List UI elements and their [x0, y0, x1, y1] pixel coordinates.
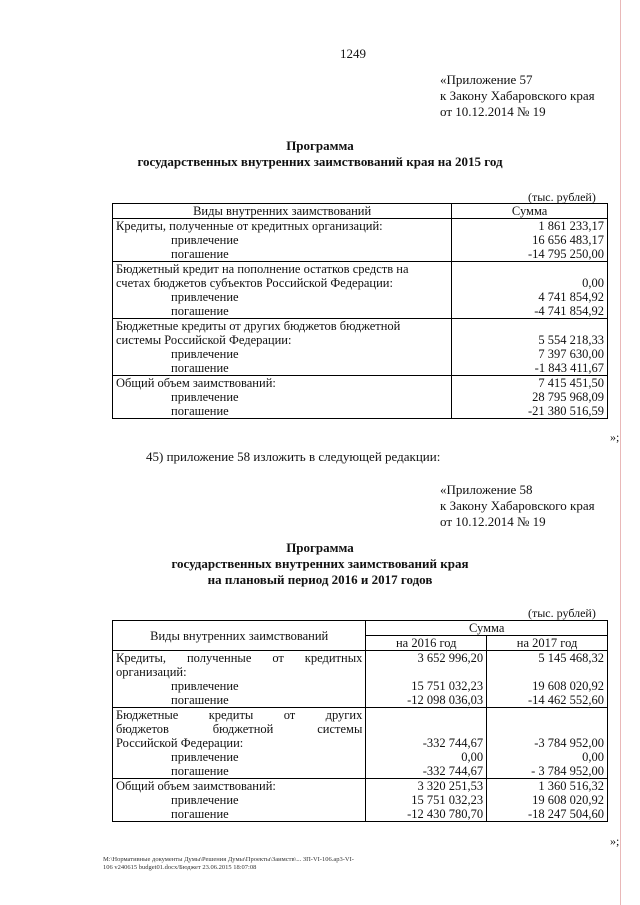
row-label: привлечение [113, 750, 366, 764]
program-2-title-line-2: государственных внутренних заимствований края [171, 556, 469, 571]
row-value: 0,00 [452, 276, 608, 290]
row-label: привлечение [113, 290, 452, 304]
row-value-2017: -18 247 504,60 [487, 807, 608, 822]
table-row [113, 651, 608, 666]
table-row [113, 219, 608, 234]
table-row [113, 779, 608, 794]
row-value-2017: - 3 784 952,00 [487, 764, 608, 779]
row-value: -1 843 411,67 [452, 361, 608, 376]
program-1-table-body [113, 204, 608, 419]
program-2-header-2017: на 2017 год [487, 636, 608, 651]
row-label: погашение [113, 361, 452, 376]
row-label: Российской Федерации: [113, 736, 366, 750]
program-2-title-line-3: на плановый период 2016 и 2017 годов [207, 572, 433, 587]
row-value-2017: 5 145 468,32 [487, 651, 608, 666]
program-2-table [112, 620, 608, 822]
table-row [113, 233, 608, 247]
program-1-closing: »; [610, 430, 620, 444]
program-2-header-2016: на 2016 год [366, 636, 487, 651]
row-value-2016: 3 652 996,20 [366, 651, 487, 666]
row-value-2017 [487, 665, 608, 679]
row-value-2016 [366, 665, 487, 679]
program-1-table [112, 203, 608, 419]
row-label: бюджетов бюджетной системы [113, 722, 366, 736]
row-label: привлечение [113, 233, 452, 247]
row-label: Общий объем заимствований: [113, 779, 366, 794]
program-2-unit: (тыс. рублей) [528, 606, 596, 620]
row-value-2016: -12 430 780,70 [366, 807, 487, 822]
row-value-2016: -12 098 036,03 [366, 693, 487, 708]
appendix-58-line-3: от 10.12.2014 № 19 [440, 514, 546, 529]
table-row [113, 807, 608, 822]
table-row [113, 665, 608, 679]
row-value-2016: 0,00 [366, 750, 487, 764]
program-1-title [0, 138, 640, 170]
row-value: 5 554 218,33 [452, 333, 608, 347]
row-value-2016 [366, 708, 487, 723]
row-value: 16 656 483,17 [452, 233, 608, 247]
row-value: 28 795 968,09 [452, 390, 608, 404]
row-label: привлечение [113, 793, 366, 807]
program-2-table-body [113, 651, 608, 822]
row-label: привлечение [113, 679, 366, 693]
row-label: погашение [113, 764, 366, 779]
program-2-title-line-1: Программа [286, 540, 354, 555]
file-path-footer [103, 856, 623, 872]
table-row [113, 404, 608, 419]
appendix-57-line-2: к Закону Хабаровского края [440, 88, 595, 103]
row-label: Общий объем заимствований: [113, 376, 452, 391]
appendix-58-header [440, 482, 595, 530]
program-2-closing: »; [610, 834, 620, 848]
table-row [113, 319, 608, 334]
row-label: Кредиты, полученные от кредитных организаций: [113, 219, 452, 234]
row-label: привлечение [113, 347, 452, 361]
program-1-title-line-2: государственных внутренних заимствований края на 2015 год [137, 154, 503, 169]
table-row [113, 262, 608, 277]
program-1-title-line-1: Программа [286, 138, 354, 153]
appendix-58-line-1: «Приложение 58 [440, 482, 533, 497]
row-label: Кредиты, полученные от кредитных [113, 651, 366, 666]
table-row [113, 361, 608, 376]
table-row [113, 276, 608, 290]
program-2-header-kind: Виды внутренних заимствований [113, 621, 366, 651]
row-label: погашение [113, 807, 366, 822]
row-value-2017: 19 608 020,92 [487, 793, 608, 807]
program-1-header-sum: Сумма [452, 204, 608, 219]
row-value-2017 [487, 722, 608, 736]
appendix-57-header [440, 72, 595, 120]
table-row [113, 750, 608, 764]
table-row [113, 736, 608, 750]
row-value-2016: -332 744,67 [366, 764, 487, 779]
program-1-unit: (тыс. рублей) [528, 190, 596, 204]
program-1-header-row [113, 204, 608, 219]
row-value-2016: 3 320 251,53 [366, 779, 487, 794]
row-label: организаций: [113, 665, 366, 679]
table-row [113, 347, 608, 361]
row-value-2016 [366, 722, 487, 736]
appendix-57-line-1: «Приложение 57 [440, 72, 533, 87]
row-value-2017: -14 462 552,60 [487, 693, 608, 708]
row-label: погашение [113, 247, 452, 262]
row-label: счетах бюджетов субъектов Российской Федерации: [113, 276, 452, 290]
table-row [113, 304, 608, 319]
table-row [113, 764, 608, 779]
footer-line-2: 106 v240615 budget01.docx/Бюджет 23.06.2015 18:07:08 [103, 864, 257, 871]
row-value-2016: 15 751 032,23 [366, 679, 487, 693]
table-row [113, 708, 608, 723]
row-value [452, 319, 608, 334]
row-label: привлечение [113, 390, 452, 404]
row-value-2017: 0,00 [487, 750, 608, 764]
table-row [113, 247, 608, 262]
table-row [113, 793, 608, 807]
footer-line-1: M:\Нормативные документы Думы\Решения Думы\Проекты\Заимств\... ЗП-VI-106.ap3-VI- [103, 856, 354, 863]
row-label: погашение [113, 693, 366, 708]
program-2-title [0, 540, 640, 588]
row-label: Бюджетный кредит на пополнение остатков средств на [113, 262, 452, 277]
program-1-header-kind: Виды внутренних заимствований [113, 204, 452, 219]
item-45-text: 45) приложение 58 изложить в следующей редакции: [146, 449, 441, 464]
row-label: погашение [113, 304, 452, 319]
row-value [452, 262, 608, 277]
row-value: -4 741 854,92 [452, 304, 608, 319]
margin-line [620, 0, 621, 905]
row-value: -21 380 516,59 [452, 404, 608, 419]
row-value-2017: -3 784 952,00 [487, 736, 608, 750]
row-value: -14 795 250,00 [452, 247, 608, 262]
table-row [113, 693, 608, 708]
table-row [113, 333, 608, 347]
row-value: 4 741 854,92 [452, 290, 608, 304]
page-number: 1249 [340, 46, 366, 61]
table-row [113, 376, 608, 391]
program-2-header-sum: Сумма [366, 621, 608, 636]
row-value-2017: 19 608 020,92 [487, 679, 608, 693]
row-label: погашение [113, 404, 452, 419]
appendix-58-line-2: к Закону Хабаровского края [440, 498, 595, 513]
table-row [113, 722, 608, 736]
row-label: Бюджетные кредиты от других [113, 708, 366, 723]
row-value-2016: 15 751 032,23 [366, 793, 487, 807]
row-value: 7 415 451,50 [452, 376, 608, 391]
row-value: 1 861 233,17 [452, 219, 608, 234]
row-value-2017 [487, 708, 608, 723]
row-label: Бюджетные кредиты от других бюджетов бюджетной [113, 319, 452, 334]
table-row [113, 390, 608, 404]
row-value-2016: -332 744,67 [366, 736, 487, 750]
table-row [113, 679, 608, 693]
appendix-57-line-3: от 10.12.2014 № 19 [440, 104, 546, 119]
row-value-2017: 1 360 516,32 [487, 779, 608, 794]
table-row [113, 290, 608, 304]
row-label: системы Российской Федерации: [113, 333, 452, 347]
row-value: 7 397 630,00 [452, 347, 608, 361]
